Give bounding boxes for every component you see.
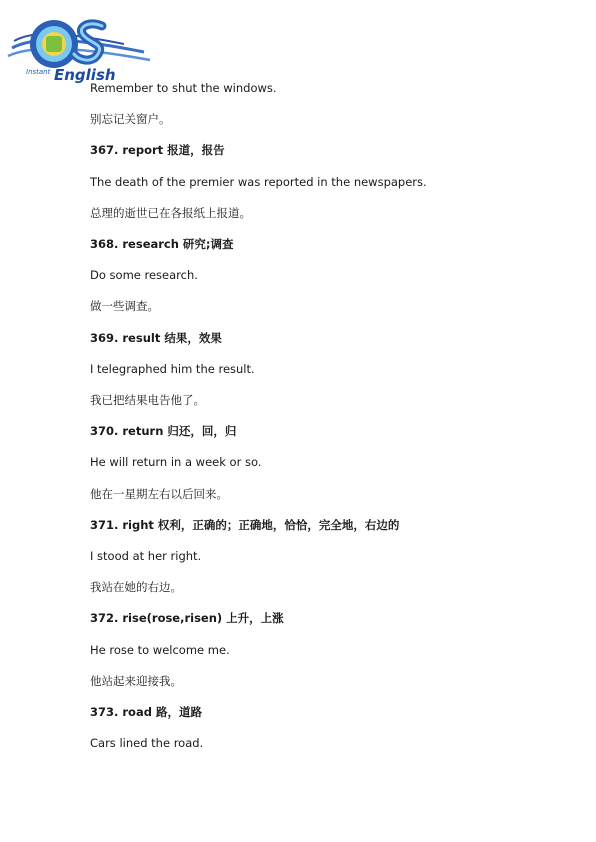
text-line: I stood at her right. — [90, 549, 202, 563]
vocab-heading: 368. research 研究;调查 — [90, 237, 234, 251]
vocab-heading: 372. rise(rose,risen) 上升，上涨 — [90, 611, 284, 626]
text-line: 他在一星期左右以后回来。 — [90, 486, 228, 501]
text-line: Remember to shut the windows. — [90, 81, 277, 95]
vocab-heading: 370. return 归还，回，归 — [90, 424, 237, 439]
vocab-heading: 369. result 结果，效果 — [90, 330, 222, 345]
text-line: 总理的逝世已在各报纸上报道。 — [90, 205, 251, 220]
text-line: I telegraphed him the result. — [90, 361, 255, 376]
vocab-heading: 367. report 报道，报告 — [90, 143, 225, 158]
text-line: Do some research. — [90, 268, 198, 283]
text-line: 我已把结果电告他了。 — [90, 393, 205, 407]
text-line: He rose to welcome me. — [90, 642, 230, 657]
svg-text:Instant: Instant — [26, 68, 51, 76]
text-line: The death of the premier was reported in the newspapers. — [90, 174, 427, 189]
os-english-logo — [4, 8, 154, 86]
svg-text:English: English — [54, 66, 116, 84]
text-line: 他站起来迎接我。 — [90, 673, 182, 688]
vocab-heading: 371. right 权利，正确的；正确地，恰恰，完全地，右边的 — [90, 517, 400, 532]
vocab-heading: 373. road 路，道路 — [90, 705, 202, 719]
text-line: 我站在她的右边。 — [90, 580, 182, 595]
text-line: 别忘记关窗户。 — [90, 112, 171, 127]
text-line: He will return in a week or so. — [90, 455, 262, 470]
text-line: Cars lined the road. — [90, 736, 204, 751]
text-line: 做一些调查。 — [90, 299, 159, 314]
